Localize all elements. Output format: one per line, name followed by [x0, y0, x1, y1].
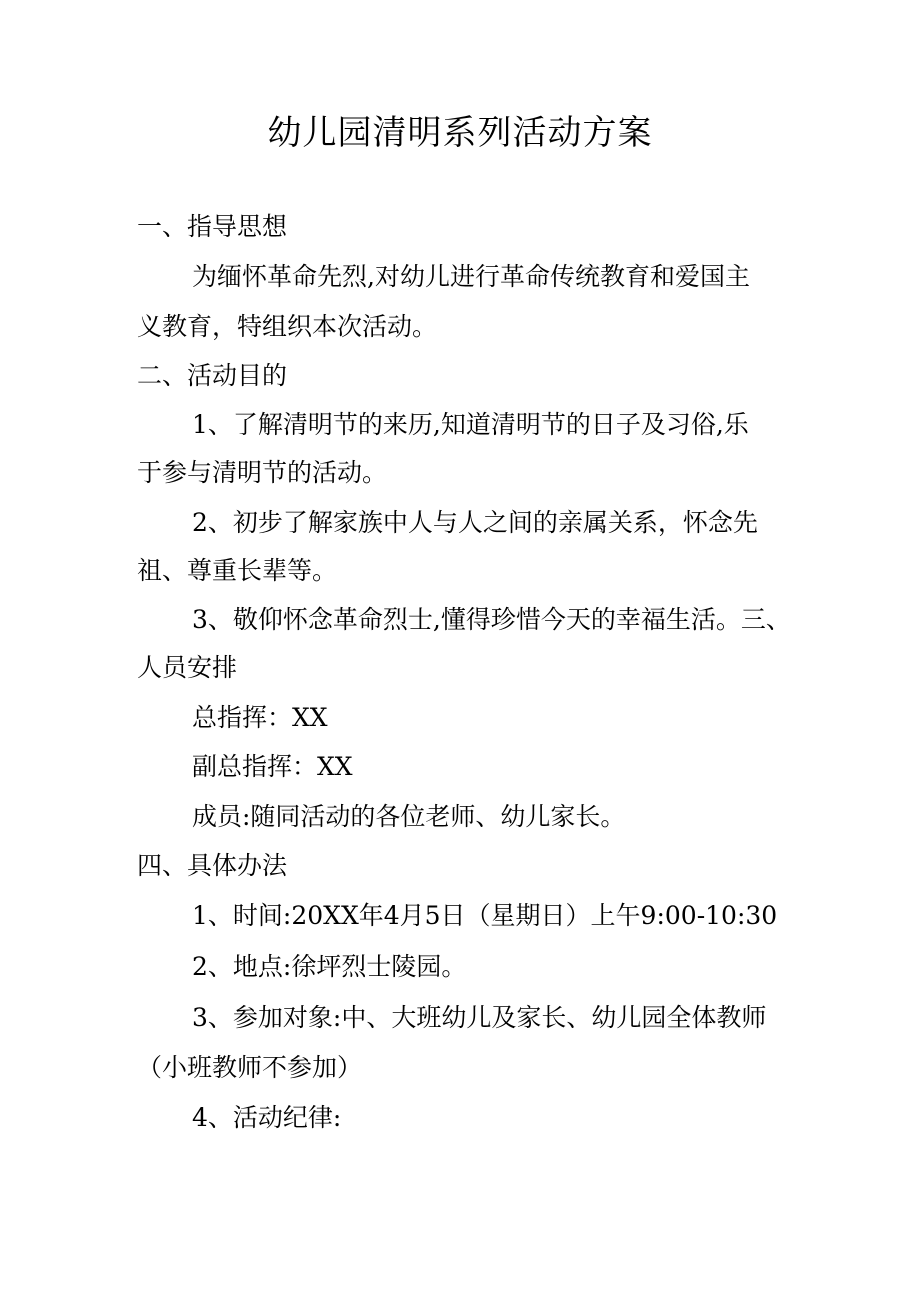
paragraph-line: 副总指挥：XX	[192, 752, 353, 781]
paragraph-line: 祖、尊重长辈等。	[137, 556, 338, 585]
paragraph-line: 为缅怀革命先烈,对幼儿进行革命传统教育和爱国主	[192, 262, 750, 291]
paragraph-line: 1、时间:20XX年4月5日（星期日）上午9:00-10:30	[192, 901, 778, 930]
paragraph-line: 于参与清明节的活动。	[137, 458, 388, 487]
paragraph-line: 3、参加对象:中、大班幼儿及家长、幼儿园全体教师	[192, 1003, 767, 1032]
section-heading-2: 二、活动目的	[137, 361, 288, 390]
document-title: 幼儿园清明系列活动方案	[267, 113, 653, 153]
paragraph-line: 2、地点:徐坪烈士陵园。	[192, 952, 467, 981]
paragraph-line: 4、活动纪律:	[192, 1103, 342, 1132]
section-heading-4: 四、具体办法	[137, 851, 288, 880]
section-heading-3: 人员安排	[137, 653, 238, 682]
section-heading-1: 一、指导思想	[137, 212, 288, 241]
paragraph-line: （小班教师不参加）	[137, 1053, 363, 1082]
paragraph-line: 义教育，特组织本次活动。	[137, 312, 438, 341]
paragraph-line: 3、敬仰怀念革命烈士,懂得珍惜今天的幸福生活。三、	[192, 605, 791, 634]
paragraph-line: 总指挥：XX	[192, 703, 328, 732]
paragraph-line: 1、了解清明节的来历,知道清明节的日子及习俗,乐	[192, 410, 749, 439]
paragraph-line: 成员:随同活动的各位老师、幼儿家长。	[192, 802, 626, 831]
paragraph-line: 2、初步了解家族中人与人之间的亲属关系，怀念先	[192, 508, 758, 537]
